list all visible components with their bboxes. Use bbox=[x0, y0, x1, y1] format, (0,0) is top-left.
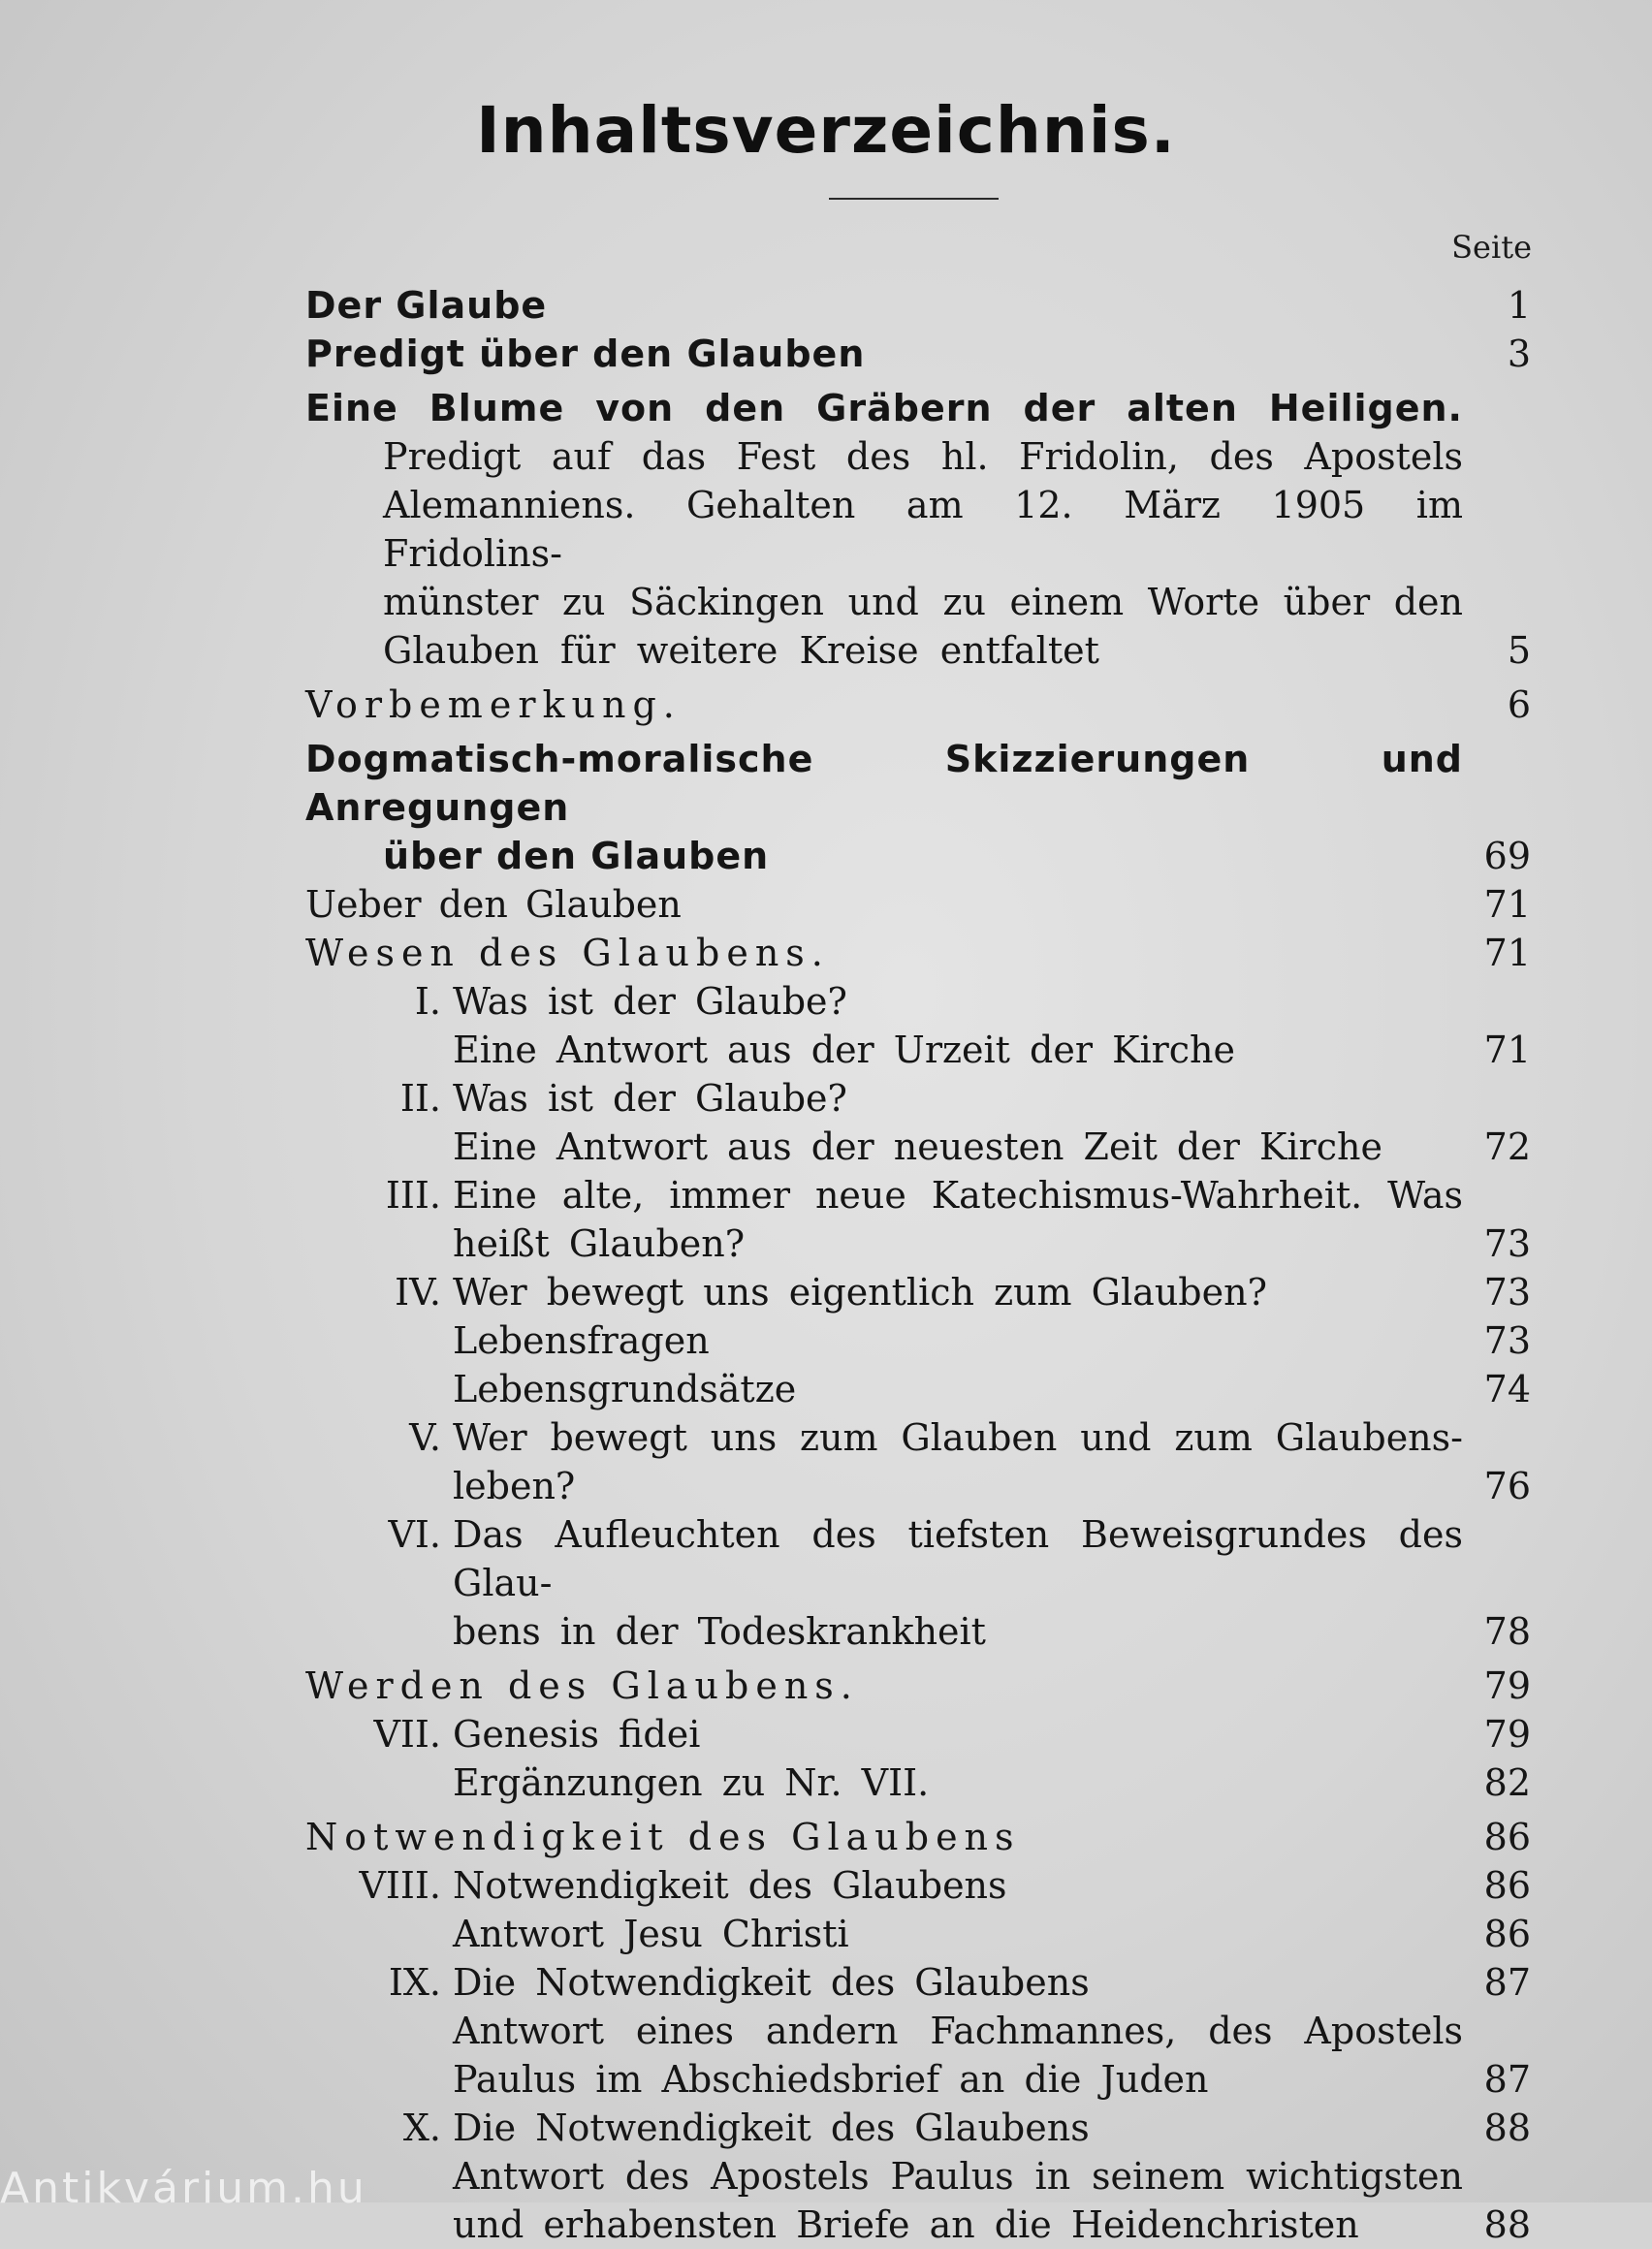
toc-entry-title: Lebensgrundsätze bbox=[453, 1368, 797, 1410]
toc-entry-text bbox=[305, 384, 1463, 432]
toc-entry bbox=[305, 1171, 1531, 1220]
toc-entry-text bbox=[305, 1710, 1463, 1758]
toc-page-number: 72 bbox=[1483, 1125, 1531, 1168]
toc-entry bbox=[305, 1365, 1531, 1413]
toc-entry bbox=[305, 681, 1531, 729]
toc-entry-title: Eine Antwort aus der neuesten Zeit der Kirche bbox=[453, 1125, 1382, 1168]
toc-entry-title: Wer bewegt uns eigentlich zum Glauben? bbox=[453, 1271, 1267, 1314]
toc-entry bbox=[305, 929, 1531, 977]
toc-entry-text bbox=[305, 1365, 1463, 1413]
toc-page-number: 88 bbox=[1483, 2203, 1531, 2246]
toc-entry-text bbox=[305, 1316, 1463, 1365]
toc-page-number: 71 bbox=[1483, 1029, 1531, 1071]
toc-entry bbox=[305, 735, 1531, 832]
toc-entry bbox=[305, 832, 1531, 880]
toc-entry-text bbox=[305, 1861, 1463, 1910]
toc-roman-numeral bbox=[305, 2007, 453, 2055]
toc-roman-numeral: IX. bbox=[388, 1961, 441, 2004]
toc-entry-title: Die Notwendigkeit des Glaubens bbox=[453, 1961, 1090, 2004]
toc-page-number: 88 bbox=[1483, 2106, 1531, 2149]
toc-entry bbox=[305, 626, 1531, 675]
toc-entry bbox=[305, 2152, 1531, 2201]
toc-entry-text bbox=[305, 1268, 1463, 1316]
toc-entry-title: münster zu Säckingen und zu einem Worte über den bbox=[383, 581, 1463, 623]
toc-page-number: 86 bbox=[1483, 1816, 1531, 1858]
toc-page-number: 71 bbox=[1483, 883, 1531, 926]
toc-entry-text bbox=[305, 1123, 1463, 1171]
toc-entry-text bbox=[305, 2055, 1463, 2104]
toc-roman-numeral bbox=[305, 1026, 453, 1074]
toc-page-number: 76 bbox=[1483, 1465, 1531, 1507]
toc-page-number: 5 bbox=[1507, 629, 1531, 672]
toc-entry bbox=[305, 1462, 1531, 1510]
toc-entry-title: Was ist der Glaube? bbox=[453, 1077, 847, 1120]
toc-page-number: 87 bbox=[1483, 1961, 1531, 2004]
toc-page-number: 3 bbox=[1507, 333, 1531, 375]
toc-entry-title: Predigt über den Glauben bbox=[305, 333, 866, 375]
toc-roman-numeral: VI. bbox=[388, 1513, 441, 1556]
toc-entry-title: Alemanniens. Gehalten am 12. März 1905 im Fridolins- bbox=[383, 484, 1463, 575]
toc-entry bbox=[305, 1026, 1531, 1074]
toc-roman-numeral: II. bbox=[399, 1077, 441, 1120]
toc-entry bbox=[305, 384, 1531, 432]
toc-entry-title: Werden des Glaubens. bbox=[305, 1664, 859, 1707]
toc-entry bbox=[305, 1710, 1531, 1758]
toc-entry bbox=[305, 1758, 1531, 1807]
toc-entry bbox=[305, 578, 1531, 626]
toc-entry-text bbox=[305, 2201, 1463, 2249]
toc-entry-title: Antwort Jesu Christi bbox=[453, 1913, 849, 1955]
toc-entry-text bbox=[305, 1026, 1463, 1074]
toc-page-number: 86 bbox=[1483, 1864, 1531, 1907]
toc-entry-title: Eine alte, immer neue Katechismus-Wahrheit. Was bbox=[453, 1174, 1463, 1217]
toc-page-number: 6 bbox=[1507, 683, 1531, 726]
toc-entry-text bbox=[305, 626, 1463, 675]
toc-entry-title: Was ist der Glaube? bbox=[453, 980, 847, 1023]
toc-entry-text bbox=[305, 1171, 1463, 1220]
toc-entry bbox=[305, 1268, 1531, 1316]
toc-entry-title: Genesis fidei bbox=[453, 1713, 701, 1756]
toc-roman-numeral: V. bbox=[409, 1416, 441, 1459]
toc-entry-text bbox=[305, 330, 1463, 378]
toc-entry-text bbox=[305, 735, 1463, 832]
toc-entry bbox=[305, 1861, 1531, 1910]
toc-roman-numeral: X. bbox=[402, 2106, 441, 2149]
toc-entry bbox=[305, 1662, 1531, 1710]
toc-entry-title: Dogmatisch-moralische Skizzierungen und Anregungen bbox=[305, 738, 1463, 829]
toc-entry-title: Eine Antwort aus der Urzeit der Kirche bbox=[453, 1029, 1236, 1071]
toc-entry-text bbox=[305, 681, 1463, 729]
toc-entry bbox=[305, 1074, 1531, 1123]
toc-entry-text bbox=[305, 880, 1463, 929]
toc-entry-text bbox=[305, 977, 1463, 1026]
toc-roman-numeral: VII. bbox=[373, 1713, 441, 1756]
toc-entry-text bbox=[305, 578, 1463, 626]
toc-entry-title: Predigt auf das Fest des hl. Fridolin, des Apostels bbox=[383, 435, 1463, 478]
toc-entry-title: Vorbemerkung. bbox=[305, 683, 682, 726]
toc-roman-numeral bbox=[305, 1758, 453, 1807]
toc-entry-text bbox=[305, 832, 1463, 880]
toc-entry-title: leben? bbox=[453, 1465, 576, 1507]
toc-entry-text bbox=[305, 929, 1463, 977]
toc-entry bbox=[305, 2055, 1531, 2104]
toc-entry-title: Die Notwendigkeit des Glaubens bbox=[453, 2106, 1090, 2149]
toc-entry-text bbox=[305, 1413, 1463, 1462]
toc-entry-text bbox=[305, 1607, 1463, 1656]
toc-roman-numeral: III. bbox=[385, 1174, 441, 1217]
toc-entry bbox=[305, 1510, 1531, 1607]
toc-entry-text bbox=[305, 1074, 1463, 1123]
toc-entry-text bbox=[305, 481, 1463, 578]
toc-entry-text bbox=[305, 2007, 1463, 2055]
toc-entry-text bbox=[305, 432, 1463, 481]
toc-entry-title: Lebensfragen bbox=[453, 1319, 710, 1362]
toc-entry bbox=[305, 281, 1531, 330]
toc-page-number: 79 bbox=[1483, 1713, 1531, 1756]
toc-entry-text bbox=[305, 2104, 1463, 2152]
toc-page-number: 73 bbox=[1483, 1319, 1531, 1362]
toc-roman-numeral bbox=[305, 1365, 453, 1413]
toc-entry-title: und erhabensten Briefe an die Heidenchristen bbox=[453, 2203, 1359, 2246]
toc-page-number: 86 bbox=[1483, 1913, 1531, 1955]
toc-entry-text bbox=[305, 1510, 1463, 1607]
toc-entry-title: Notwendigkeit des Glaubens bbox=[453, 1864, 1007, 1907]
toc-entry-text bbox=[305, 1958, 1463, 2007]
toc-entry bbox=[305, 2104, 1531, 2152]
toc-page-number: 74 bbox=[1483, 1368, 1531, 1410]
toc-roman-numeral bbox=[305, 1220, 453, 1268]
toc-entry-text bbox=[305, 1462, 1463, 1510]
toc-entry-text bbox=[305, 1910, 1463, 1958]
toc-entry bbox=[305, 1910, 1531, 1958]
toc-entry-title: Notwendigkeit des Glaubens bbox=[305, 1816, 1021, 1858]
toc-page-number: 78 bbox=[1483, 1610, 1531, 1653]
toc-entry bbox=[305, 977, 1531, 1026]
toc-entry-text bbox=[305, 1220, 1463, 1268]
toc-entry bbox=[305, 1607, 1531, 1656]
toc-entry bbox=[305, 330, 1531, 378]
toc-entry-title: Wesen des Glaubens. bbox=[305, 932, 830, 974]
watermark: Antikvárium.hu bbox=[0, 2164, 367, 2213]
toc-entry-title: Antwort des Apostels Paulus in seinem wichtigsten bbox=[453, 2155, 1463, 2198]
toc-entry-text bbox=[305, 281, 1463, 330]
page-column-label: Seite bbox=[1451, 229, 1532, 266]
toc-entry bbox=[305, 1316, 1531, 1365]
toc-entry-title: bens in der Todeskrankheit bbox=[453, 1610, 986, 1653]
toc-entry-title: Eine Blume von den Gräbern der alten Heiligen. bbox=[305, 387, 1463, 429]
toc-roman-numeral: I. bbox=[414, 980, 441, 1023]
toc-page-number: 1 bbox=[1507, 284, 1531, 327]
toc-entry bbox=[305, 1413, 1531, 1462]
toc-page-number: 73 bbox=[1483, 1271, 1531, 1314]
toc-entry-title: heißt Glauben? bbox=[453, 1222, 746, 1265]
toc-entry-text bbox=[305, 2152, 1463, 2201]
toc-entry bbox=[305, 880, 1531, 929]
toc-page-number: 71 bbox=[1483, 932, 1531, 974]
toc-roman-numeral bbox=[305, 1123, 453, 1171]
toc-roman-numeral bbox=[305, 1910, 453, 1958]
toc-roman-numeral bbox=[305, 2055, 453, 2104]
toc-entry bbox=[305, 2007, 1531, 2055]
toc-page-number: 73 bbox=[1483, 1222, 1531, 1265]
toc-roman-numeral bbox=[305, 1607, 453, 1656]
table-of-contents bbox=[305, 281, 1531, 2249]
toc-roman-numeral bbox=[305, 1316, 453, 1365]
toc-entry-title: Glauben für weitere Kreise entfaltet bbox=[383, 629, 1099, 672]
toc-entry-title: Das Aufleuchten des tiefsten Beweisgrundes des Glau- bbox=[453, 1513, 1463, 1604]
toc-entry-text bbox=[305, 1758, 1463, 1807]
toc-entry bbox=[305, 1958, 1531, 2007]
toc-page-number: 69 bbox=[1483, 835, 1531, 877]
toc-entry-title: Der Glaube bbox=[305, 284, 548, 327]
toc-entry-title: Wer bewegt uns zum Glauben und zum Glaubens- bbox=[453, 1416, 1463, 1459]
toc-entry-title: Ergänzungen zu Nr. VII. bbox=[453, 1761, 930, 1804]
toc-entry-text bbox=[305, 1813, 1463, 1861]
toc-entry-title: Antwort eines andern Fachmannes, des Apostels bbox=[453, 2010, 1463, 2052]
toc-page-number: 82 bbox=[1483, 1761, 1531, 1804]
toc-entry bbox=[305, 1813, 1531, 1861]
title-rule bbox=[829, 198, 999, 200]
toc-entry bbox=[305, 481, 1531, 578]
toc-entry bbox=[305, 2201, 1531, 2249]
toc-entry-title: Ueber den Glauben bbox=[305, 883, 682, 926]
toc-entry-text bbox=[305, 1662, 1463, 1710]
toc-entry bbox=[305, 432, 1531, 481]
toc-entry-title: über den Glauben bbox=[383, 835, 770, 877]
page-title: Inhaltsverzeichnis. bbox=[476, 93, 1176, 168]
toc-roman-numeral bbox=[305, 1462, 453, 1510]
toc-entry bbox=[305, 1123, 1531, 1171]
toc-entry bbox=[305, 1220, 1531, 1268]
toc-roman-numeral: IV. bbox=[395, 1271, 441, 1314]
toc-page-number: 79 bbox=[1483, 1664, 1531, 1707]
toc-roman-numeral: VIII. bbox=[359, 1864, 441, 1907]
toc-page-number: 87 bbox=[1483, 2058, 1531, 2101]
toc-entry-title: Paulus im Abschiedsbrief an die Juden bbox=[453, 2058, 1209, 2101]
